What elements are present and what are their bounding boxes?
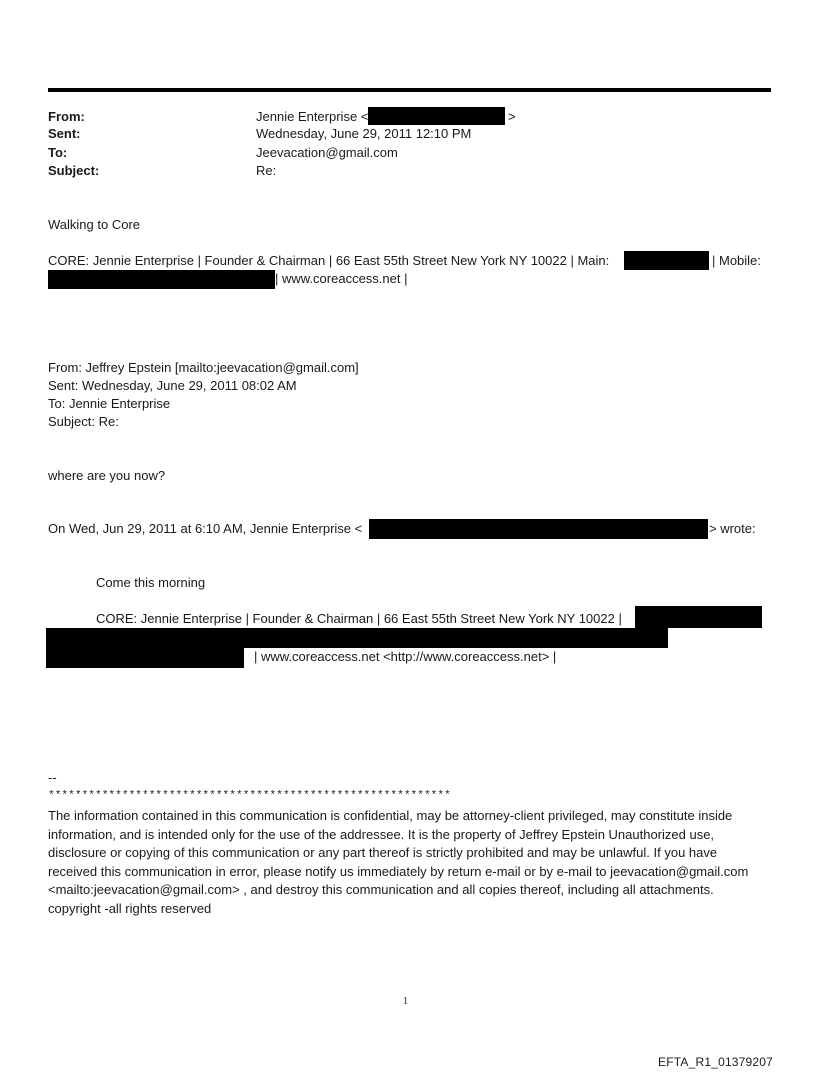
signature-mobile-label: | Mobile: [712, 253, 761, 268]
from-close-bracket: > [508, 109, 516, 124]
redaction-sig2-a [635, 606, 762, 628]
subject-value: Re: [256, 163, 277, 178]
to-label: To: [48, 145, 68, 160]
from-label: From: [48, 109, 85, 124]
header-rule [48, 88, 771, 92]
body-walking: Walking to Core [48, 217, 140, 232]
redaction-main-phone [624, 251, 709, 270]
redaction-wrote-email [369, 519, 708, 539]
from-value: Jennie Enterprise < [256, 109, 369, 124]
quoted-subject: Subject: Re: [48, 414, 119, 429]
signature-line-1: CORE: Jennie Enterprise | Founder & Chairman | 66 East 55th Street New York NY 10022 | Main: [48, 253, 610, 268]
to-value: Jeevacation@gmail.com [256, 145, 398, 160]
page-number: 1 [403, 996, 408, 1007]
bates-number: EFTA_R1_01379207 [658, 1055, 774, 1069]
quoted-wrote-prefix: On Wed, Jun 29, 2011 at 6:10 AM, Jennie Enterprise < [48, 521, 363, 536]
footer-stars: ************************************************************ [48, 790, 451, 802]
quoted-sent: Sent: Wednesday, June 29, 2011 08:02 AM [48, 378, 297, 393]
quoted-wrote-suffix: > wrote: [709, 521, 756, 536]
quoted-from: From: Jeffrey Epstein [mailto:jeevacation@gmail.com] [48, 360, 359, 375]
sent-value: Wednesday, June 29, 2011 12:10 PM [256, 126, 472, 141]
quoted-signature-line-1: CORE: Jennie Enterprise | Founder & Chairman | 66 East 55th Street New York NY 10022 | [96, 611, 622, 626]
sent-label: Sent: [48, 126, 81, 141]
redaction-sig2-b [46, 628, 668, 648]
subject-label: Subject: [48, 163, 100, 178]
quoted-to: To: Jennie Enterprise [48, 396, 171, 411]
quoted-come: Come this morning [96, 575, 206, 590]
quoted-question: where are you now? [48, 468, 166, 483]
signature-line-2: | www.coreaccess.net | [275, 271, 408, 286]
redaction-sig2-c [46, 648, 244, 668]
footer-dashes: -- [48, 770, 57, 785]
redaction-from-email [368, 107, 505, 125]
redaction-mobile-phone [48, 270, 275, 289]
quoted-signature-line-3: | www.coreaccess.net <http://www.coreaccess.net> | [254, 649, 557, 664]
confidentiality-disclaimer: The information contained in this communication is confidential, may be attorney-client privileged, may constitute inside information, and is intended only for the use of the addressee. It is the property of Jeffrey Epstein Unauthorized use, disclosure or copying of this communication or any part thereof is strictly prohibited and may be unlawful. If you have received this communication in error, please notify us immediately by return e-mail or by e-mail to jeevacation@gmail.com <mailto:jeevacation@gmail.com> , and destroy this communication and all copies thereof, including all attachments. copyright -all rights reserved [48, 808, 749, 916]
